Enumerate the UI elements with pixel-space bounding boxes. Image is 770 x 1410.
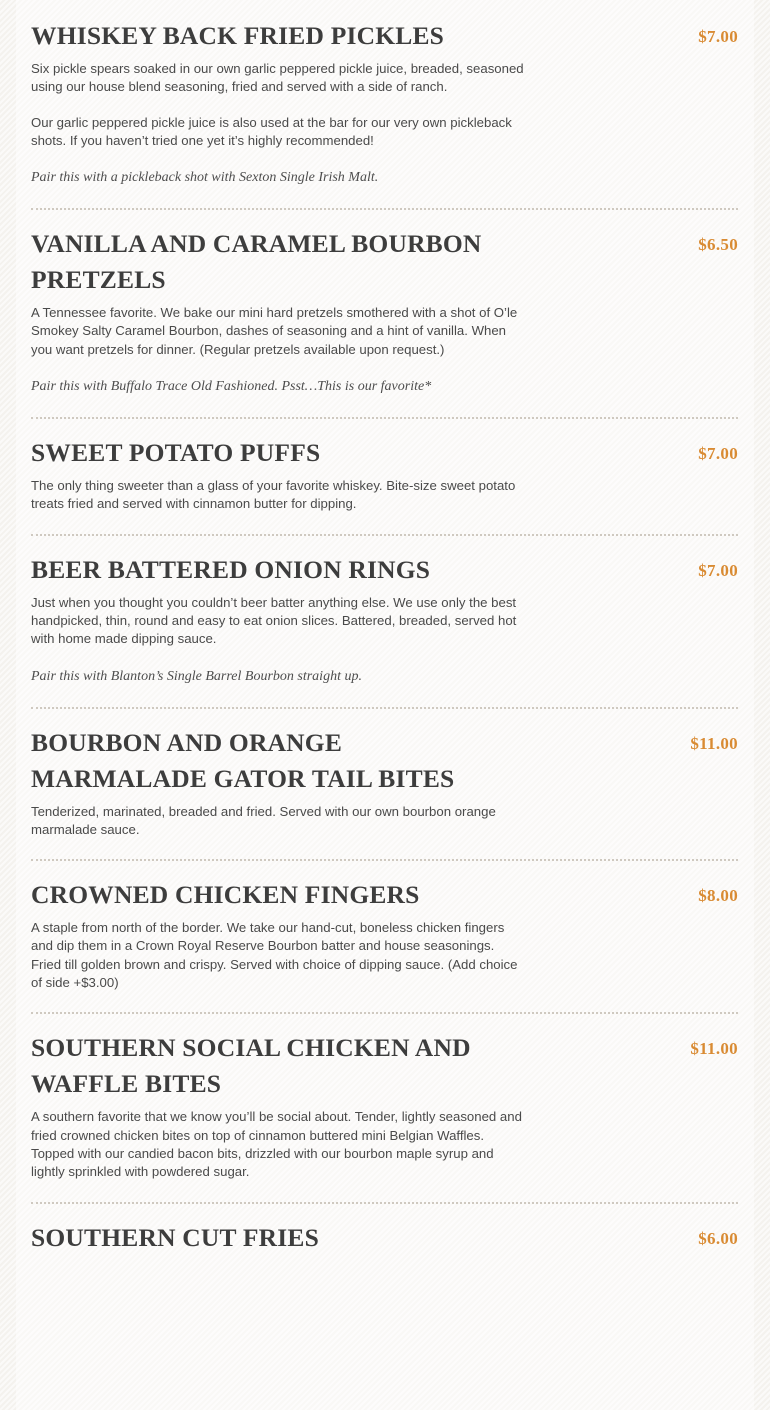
menu-item xyxy=(31,877,738,1030)
menu-item-description: The only thing sweeter than a glass of your favorite whiskey. Bite-size sweet potato treats fried and served with cinnamon butter for dipping. xyxy=(31,478,516,512)
menu-item-pairing: Pair this with a pickleback shot with Sexton Single Irish Malt. xyxy=(31,170,379,186)
menu-item-price: $6.00 xyxy=(698,1228,738,1248)
menu-item-pairing: Pair this with Buffalo Trace Old Fashioned. Psst…This is our favorite* xyxy=(31,379,432,395)
menu-item-title: BEER BATTERED ONION RINGS xyxy=(31,554,431,584)
menu-item-header xyxy=(31,18,738,54)
menu-item xyxy=(31,1030,738,1219)
item-divider xyxy=(31,859,738,861)
menu-item-header xyxy=(31,435,738,471)
menu-item-title: SOUTHERN CUT FRIES xyxy=(31,1222,319,1252)
menu-item-title: SWEET POTATO PUFFS xyxy=(31,438,321,468)
menu-item-title: BOURBON AND ORANGE MARMALADE GATOR TAIL BITES xyxy=(31,727,455,793)
menu-item xyxy=(31,435,738,552)
item-divider xyxy=(31,1012,738,1014)
menu-item xyxy=(31,552,738,725)
menu-item-price: $7.00 xyxy=(698,560,738,580)
menu-item-header xyxy=(31,1030,738,1102)
menu-item xyxy=(31,1220,738,1264)
menu-item-price: $7.00 xyxy=(698,444,738,464)
menu-item-price: $8.00 xyxy=(698,886,738,906)
menu-item-header xyxy=(31,725,738,797)
item-divider xyxy=(31,417,738,419)
menu-item-price: $11.00 xyxy=(690,733,738,753)
menu-item-description: A Tennessee favorite. We bake our mini hard pretzels smothered with a shot of O’le Smokey Salty Caramel Bourbon, dashes of seasoning and a hint of vanilla. When you want pretzels for dinner. (Regular pretzels available upon request.) xyxy=(31,305,518,357)
menu-item-title: VANILLA AND CARAMEL BOURBON PRETZELS xyxy=(31,229,482,295)
menu-item xyxy=(31,226,738,435)
menu-item-price: $6.50 xyxy=(698,235,738,255)
menu-item-header xyxy=(31,1220,738,1256)
item-divider xyxy=(31,208,738,210)
menu-item-pairing: Pair this with Blanton’s Single Barrel Bourbon straight up. xyxy=(31,668,362,684)
menu-item-description: Just when you thought you couldn’t beer batter anything else. We use only the best handpicked, thin, round and easy to eat onion slices. Battered, breaded, served hot with home made dipping sauce. xyxy=(31,594,517,647)
menu-item-description: Tenderized, marinated, breaded and fried. Served with our own bourbon orange marmalade sauce. xyxy=(31,803,496,837)
item-divider xyxy=(31,1202,738,1204)
menu-item-header xyxy=(31,552,738,588)
menu-item xyxy=(31,725,738,878)
menu-item-description: Six pickle spears soaked in our own garlic peppered pickle juice, breaded, seasoned using our house blend seasoning, fried and served with a side of ranch. xyxy=(31,61,524,95)
item-divider xyxy=(31,534,738,536)
menu-item-header xyxy=(31,226,738,298)
menu-item-description: A southern favorite that we know you’ll be social about. Tender, lightly seasoned and fried crowned chicken bites on top of cinnamon buttered mini Belgian Waffles. Topped with our candied bacon bits, drizzled with our bourbon maple syrup and lightly sprinkled with powdered sugar. xyxy=(31,1109,522,1180)
menu-item-title: SOUTHERN SOCIAL CHICKEN AND WAFFLE BITES xyxy=(31,1033,471,1099)
item-divider xyxy=(31,707,738,709)
menu-item-price: $7.00 xyxy=(698,27,738,46)
menu-item-description: A staple from north of the border. We take our hand-cut, boneless chicken fingers and dip them in a Crown Royal Reserve Bourbon batter and house seasonings. Fried till golden brown and crispy. Served with choice of dipping sauce. (Add choice of side +$3.00) xyxy=(31,920,518,991)
menu-item-title: WHISKEY BACK FRIED PICKLES xyxy=(31,21,445,50)
menu-item-header xyxy=(31,877,738,913)
menu-item xyxy=(31,18,738,226)
menu-item-price: $11.00 xyxy=(690,1039,738,1059)
menu-item-title: CROWNED CHICKEN FINGERS xyxy=(31,880,420,910)
menu-item-description-secondary: Our garlic peppered pickle juice is also used at the bar for our very own pickleback shots. If you haven’t tried one yet it’s highly recommended! xyxy=(31,114,512,148)
